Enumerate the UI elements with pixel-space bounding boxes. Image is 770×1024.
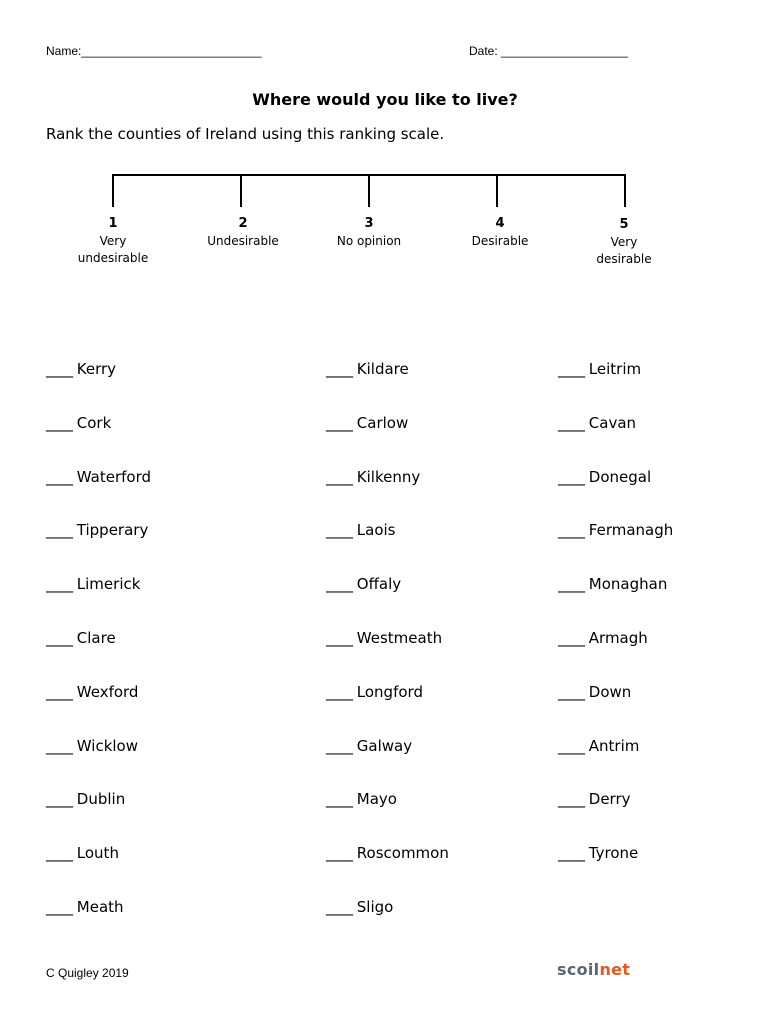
county-name: Cork [76, 413, 112, 432]
scale-number: 2 [238, 216, 248, 231]
county-name: Waterford [76, 467, 152, 486]
county-row [558, 844, 638, 862]
scale-label-text: Undesirable [207, 234, 279, 248]
rank-blank[interactable]: ____ [558, 682, 584, 701]
rank-blank[interactable]: ____ [46, 360, 72, 378]
county-name: Tipperary [76, 521, 149, 540]
county-name: Donegal [588, 467, 652, 486]
county-name: Roscommon [356, 844, 449, 863]
county-row [558, 629, 648, 647]
county-name: Longford [356, 682, 423, 701]
scale-point-2 [183, 215, 303, 250]
scale-number: 1 [108, 216, 118, 231]
county-row [46, 844, 119, 862]
rank-blank[interactable]: ____ [326, 844, 352, 863]
rank-blank[interactable]: ____ [558, 629, 584, 647]
county-row [46, 790, 125, 808]
county-row [326, 790, 397, 808]
rank-blank[interactable]: ____ [326, 360, 352, 378]
county-row [326, 521, 396, 539]
county-name: Cavan [588, 413, 637, 432]
scale-point-3 [309, 215, 429, 250]
scale-label-text: Very desirable [596, 235, 652, 266]
rank-blank[interactable]: ____ [46, 521, 72, 540]
county-row [46, 521, 148, 539]
county-name: Leitrim [588, 360, 642, 378]
county-name: Meath [76, 898, 124, 916]
rank-blank[interactable]: ____ [558, 521, 584, 540]
county-name: Westmeath [356, 629, 443, 647]
county-row [558, 737, 639, 755]
county-row [326, 575, 401, 593]
scoilnet-logo [557, 960, 630, 979]
county-name: Galway [356, 736, 413, 755]
county-row [326, 737, 412, 755]
instructions: Rank the counties of Ireland using this ranking scale. [46, 125, 445, 143]
scale-point-5 [564, 216, 684, 268]
county-name: Limerick [76, 575, 141, 594]
county-name: Wexford [76, 682, 139, 701]
rank-blank[interactable]: ____ [46, 682, 72, 701]
county-name: Wicklow [76, 736, 138, 755]
name-field-label: Name:___________________________ [46, 44, 262, 58]
scale-number: 5 [619, 217, 629, 232]
rank-blank[interactable]: ____ [326, 467, 352, 486]
county-row [326, 629, 442, 647]
scale-label-text: Desirable [471, 234, 529, 248]
county-name: Sligo [356, 898, 394, 916]
county-name: Louth [76, 844, 119, 863]
scale-number: 3 [364, 216, 374, 231]
scale-label-text: No opinion [336, 234, 402, 248]
rank-blank[interactable]: ____ [46, 629, 72, 647]
county-row [326, 683, 423, 701]
rank-blank[interactable]: ____ [558, 844, 584, 863]
county-name: Mayo [356, 790, 397, 809]
county-row [558, 790, 631, 808]
rank-blank[interactable]: ____ [326, 575, 352, 594]
county-name: Fermanagh [588, 521, 674, 540]
rank-blank[interactable]: ____ [558, 413, 584, 432]
county-name: Offaly [356, 575, 402, 594]
rank-blank[interactable]: ____ [46, 413, 72, 432]
scale-point-1 [53, 215, 173, 267]
rank-blank[interactable]: ____ [326, 413, 352, 432]
rank-blank[interactable]: ____ [326, 682, 352, 701]
rank-blank[interactable]: ____ [558, 790, 584, 809]
scale-label-text: Very undesirable [77, 234, 149, 265]
county-name: Tyrone [588, 844, 639, 863]
county-row [326, 898, 393, 916]
scale-number: 4 [495, 216, 505, 231]
county-name: Laois [356, 521, 396, 540]
rank-blank[interactable]: ____ [46, 575, 72, 594]
county-row [46, 414, 111, 432]
rank-blank[interactable]: ____ [326, 736, 352, 755]
county-name: Kerry [76, 360, 117, 378]
county-name: Clare [76, 629, 116, 647]
county-row [326, 414, 408, 432]
county-name: Down [588, 682, 632, 701]
logo-text-accent: net [599, 960, 631, 979]
county-name: Derry [588, 790, 631, 809]
rank-blank[interactable]: ____ [558, 736, 584, 755]
county-name: Antrim [588, 736, 640, 755]
copyright-text: C Quigley 2019 [46, 966, 129, 980]
county-row [46, 898, 124, 916]
county-row [558, 468, 651, 486]
rank-blank[interactable]: ____ [46, 736, 72, 755]
county-name: Armagh [588, 629, 648, 647]
county-row [326, 844, 449, 862]
county-row [46, 683, 138, 701]
county-row [46, 737, 138, 755]
rank-blank[interactable]: ____ [46, 467, 72, 486]
rank-blank[interactable]: ____ [46, 844, 72, 863]
rank-blank[interactable]: ____ [46, 790, 72, 809]
rank-blank[interactable]: ____ [326, 790, 352, 809]
county-row [558, 414, 636, 432]
county-name: Kilkenny [356, 467, 421, 486]
county-row [326, 468, 420, 486]
ranking-scale-ruler [0, 165, 770, 215]
scale-point-4 [440, 215, 560, 250]
logo-text-main: scoil [557, 960, 600, 979]
date-field-label: Date: ___________________ [469, 44, 628, 58]
county-row [558, 575, 667, 593]
rank-blank[interactable]: ____ [326, 629, 352, 647]
rank-blank[interactable]: ____ [558, 360, 584, 378]
county-name: Carlow [356, 413, 409, 432]
county-row [326, 360, 409, 378]
county-row [46, 360, 116, 378]
county-row [558, 360, 641, 378]
page-title: Where would you like to live? [252, 90, 518, 109]
county-row [46, 629, 116, 647]
county-row [46, 468, 151, 486]
county-row [558, 521, 673, 539]
county-name: Monaghan [588, 575, 668, 594]
county-name: Dublin [76, 790, 126, 809]
rank-blank[interactable]: ____ [46, 898, 72, 916]
rank-blank[interactable]: ____ [558, 467, 584, 486]
rank-blank[interactable]: ____ [558, 575, 584, 594]
rank-blank[interactable]: ____ [326, 898, 352, 916]
rank-blank[interactable]: ____ [326, 521, 352, 540]
county-row [558, 683, 631, 701]
county-name: Kildare [356, 360, 409, 378]
county-row [46, 575, 140, 593]
